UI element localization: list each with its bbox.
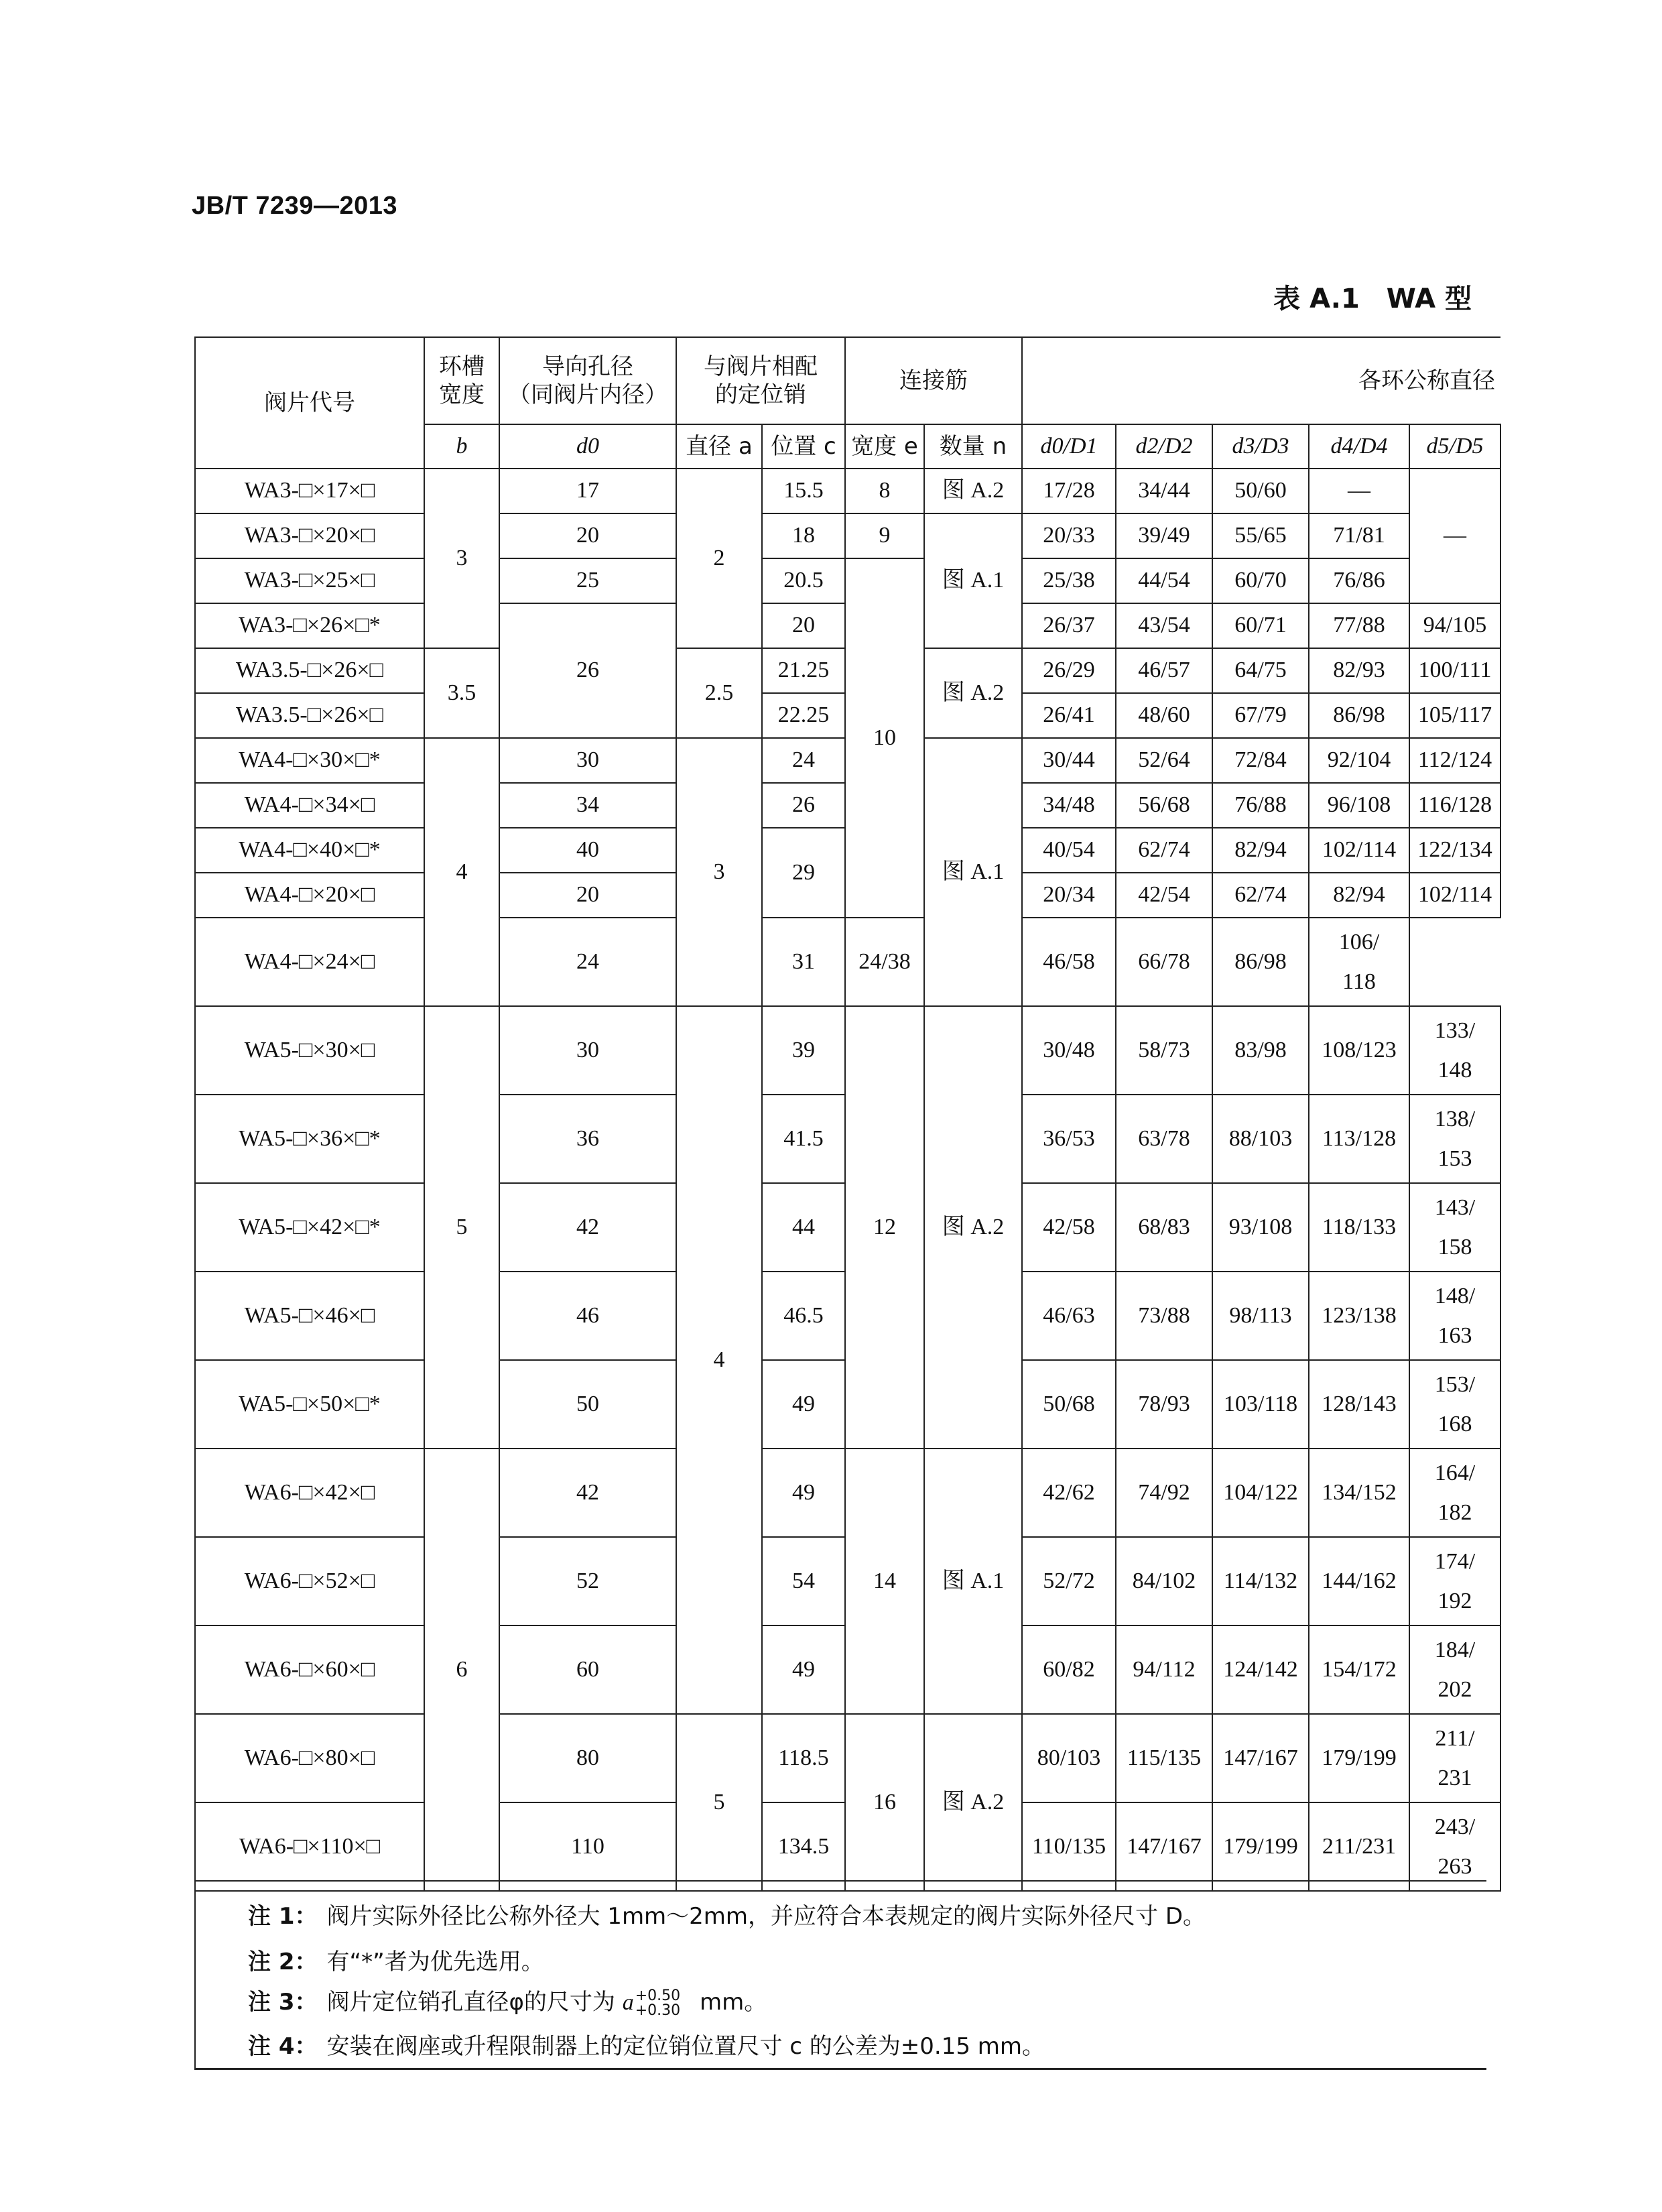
- cell-r2: 42/54: [1116, 873, 1212, 918]
- cell-d0: 26: [499, 603, 676, 738]
- cell-r5: 138/ 153: [1409, 1095, 1500, 1183]
- header-rib-width: 宽度 e: [845, 424, 924, 469]
- cell-d0: 24: [499, 918, 676, 1006]
- cell-r3: 60/70: [1212, 558, 1309, 603]
- cell-a: 4: [676, 1006, 762, 1714]
- header-r1: d0/D1: [1022, 424, 1116, 469]
- cell-e: 8: [845, 469, 924, 513]
- header-rib-count: 数量 n: [924, 424, 1022, 469]
- cell-c: 134.5: [762, 1802, 845, 1891]
- cell-n: 图 A.2: [924, 1714, 1022, 1891]
- cell-d0: 110: [499, 1802, 676, 1891]
- cell-r2: 84/102: [1116, 1537, 1212, 1625]
- valve-code: WA4-□×20×□: [195, 873, 424, 918]
- cell-c: 26: [762, 783, 845, 828]
- cell-b: 5: [424, 1006, 499, 1449]
- cell-r3: 62/74: [1212, 873, 1309, 918]
- cell-r2: 44/54: [1116, 558, 1212, 603]
- cell-r4: 113/128: [1309, 1095, 1409, 1183]
- cell-r3: 104/122: [1212, 1449, 1309, 1537]
- cell-c: 20.5: [762, 558, 845, 603]
- cell-r1: 52/72: [1022, 1537, 1116, 1625]
- header-connecting-rib: 连接筋: [845, 337, 1022, 424]
- cell-d0: 20: [499, 873, 676, 918]
- cell-r2: 115/135: [1116, 1714, 1212, 1802]
- cell-n: 图 A.2: [924, 648, 1022, 738]
- cell-r5: 164/ 182: [1409, 1449, 1500, 1537]
- cell-e: 16: [845, 1714, 924, 1891]
- cell-d0: 25: [499, 558, 676, 603]
- valve-code: WA4-□×30×□*: [195, 738, 424, 783]
- cell-c: 20: [762, 603, 845, 648]
- table-row: [195, 918, 1500, 1006]
- cell-d0: 42: [499, 1449, 676, 1537]
- cell-r1: 40/54: [1022, 828, 1116, 873]
- valve-code: WA3-□×20×□: [195, 513, 424, 558]
- cell-b: 3.5: [424, 648, 499, 738]
- valve-code: WA3-□×26×□*: [195, 603, 424, 648]
- table-row: [195, 1449, 1500, 1537]
- cell-d0: 50: [499, 1360, 676, 1449]
- cell-r4: 144/162: [1309, 1537, 1409, 1625]
- cell-r1: 42/58: [1022, 1183, 1116, 1272]
- cell-r5: —: [1409, 469, 1500, 603]
- cell-r1: 36/53: [1022, 1095, 1116, 1183]
- cell-r3: 64/75: [1212, 648, 1309, 693]
- cell-c: 21.25: [762, 648, 845, 693]
- cell-d0: 30: [499, 738, 676, 783]
- cell-r3: 50/60: [1212, 469, 1309, 513]
- header-pin-pos: 位置 c: [762, 424, 845, 469]
- header-r4: d4/D4: [1309, 424, 1409, 469]
- cell-r5: 106/ 118: [1309, 918, 1409, 1006]
- cell-n: 图 A.1: [924, 513, 1022, 648]
- cell-d0: 46: [499, 1272, 676, 1360]
- cell-d0: 30: [499, 1006, 676, 1095]
- cell-c: 44: [762, 1183, 845, 1272]
- header-groove-width: 环槽 宽度: [424, 337, 499, 424]
- cell-r3: 76/88: [1212, 783, 1309, 828]
- cell-a: 2: [676, 469, 762, 648]
- cell-r3: 103/118: [1212, 1360, 1309, 1449]
- cell-r2: 147/167: [1116, 1802, 1212, 1891]
- cell-r1: 20/33: [1022, 513, 1116, 558]
- cell-r4: —: [1309, 469, 1409, 513]
- cell-r2: 48/60: [1116, 693, 1212, 738]
- cell-c: 49: [762, 1449, 845, 1537]
- cell-r5: 94/105: [1409, 603, 1500, 648]
- note-4: 注 4： 安装在阀座或升程限制器上的定位销位置尺寸 c 的公差为±0.15 mm。: [248, 2033, 1045, 2060]
- cell-r3: 88/103: [1212, 1095, 1309, 1183]
- cell-r4: 86/98: [1309, 693, 1409, 738]
- cell-d0: 52: [499, 1537, 676, 1625]
- cell-r5: 102/114: [1409, 873, 1500, 918]
- cell-r2: 39/49: [1116, 513, 1212, 558]
- cell-r3: 82/94: [1212, 828, 1309, 873]
- cell-r5: 153/ 168: [1409, 1360, 1500, 1449]
- header-d0: d0: [499, 424, 676, 469]
- cell-r1: 34/48: [1022, 783, 1116, 828]
- header-locating-pin: 与阀片相配 的定位销: [676, 337, 845, 424]
- cell-r4: 76/86: [1309, 558, 1409, 603]
- standard-number: JB/T 7239—2013: [192, 192, 397, 220]
- valve-code: WA5-□×36×□*: [195, 1095, 424, 1183]
- valve-code: WA6-□×42×□: [195, 1449, 424, 1537]
- wa-type-table: [194, 336, 1501, 1892]
- header-guide-bore: 导向孔径 （同阀片内径）: [499, 337, 676, 424]
- cell-e: 10: [845, 558, 924, 918]
- cell-r1: 17/28: [1022, 469, 1116, 513]
- header-r2: d2/D2: [1116, 424, 1212, 469]
- valve-code: WA5-□×46×□: [195, 1272, 424, 1360]
- table-row: [195, 513, 1500, 558]
- cell-r1: 26/29: [1022, 648, 1116, 693]
- cell-r2: 56/68: [1116, 783, 1212, 828]
- cell-c: 18: [762, 513, 845, 558]
- cell-r2: 58/73: [1116, 1006, 1212, 1095]
- cell-r5: 112/124: [1409, 738, 1500, 783]
- cell-c: 49: [762, 1625, 845, 1714]
- cell-c: 31: [762, 918, 845, 1006]
- cell-r3: 124/142: [1212, 1625, 1309, 1714]
- cell-r3: 93/108: [1212, 1183, 1309, 1272]
- valve-code: WA4-□×34×□: [195, 783, 424, 828]
- cell-a: 5: [676, 1714, 762, 1891]
- cell-a: 2.5: [676, 648, 762, 738]
- header-pin-dia: 直径 a: [676, 424, 762, 469]
- table-row: [195, 1714, 1500, 1802]
- cell-d0: 34: [499, 783, 676, 828]
- cell-r3: 66/78: [1116, 918, 1212, 1006]
- cell-r4: 102/114: [1309, 828, 1409, 873]
- cell-r3: 179/199: [1212, 1802, 1309, 1891]
- cell-r4: 77/88: [1309, 603, 1409, 648]
- note-3: 注 3： 阀片定位销孔直径φ的尺寸为 a+0.50 +0.30 mm。: [248, 1987, 767, 2019]
- cell-c: 29: [762, 828, 845, 918]
- cell-d0: 40: [499, 828, 676, 873]
- cell-c: 24: [762, 738, 845, 783]
- valve-code: WA5-□×50×□*: [195, 1360, 424, 1449]
- cell-r4: 134/152: [1309, 1449, 1409, 1537]
- cell-r5: 174/ 192: [1409, 1537, 1500, 1625]
- header-b: b: [424, 424, 499, 469]
- cell-r5: 143/ 158: [1409, 1183, 1500, 1272]
- valve-code: WA5-□×30×□: [195, 1006, 424, 1095]
- cell-c: 41.5: [762, 1095, 845, 1183]
- cell-r5: 122/134: [1409, 828, 1500, 873]
- table-row: [195, 1006, 1500, 1095]
- cell-r1: 25/38: [1022, 558, 1116, 603]
- cell-r1: 24/38: [845, 918, 924, 1006]
- cell-r5: 133/ 148: [1409, 1006, 1500, 1095]
- cell-r4: 118/133: [1309, 1183, 1409, 1272]
- cell-r4: 71/81: [1309, 513, 1409, 558]
- cell-r3: 72/84: [1212, 738, 1309, 783]
- cell-r3: 147/167: [1212, 1714, 1309, 1802]
- cell-r1: 110/135: [1022, 1802, 1116, 1891]
- cell-r1: 26/41: [1022, 693, 1116, 738]
- cell-b: 4: [424, 738, 499, 1006]
- cell-r2: 73/88: [1116, 1272, 1212, 1360]
- cell-c: 54: [762, 1537, 845, 1625]
- cell-d0: 60: [499, 1625, 676, 1714]
- header-ring-diameters: 各环公称直径: [1022, 337, 1500, 424]
- cell-n: 图 A.2: [924, 1006, 1022, 1449]
- cell-r5: 243/ 263: [1409, 1802, 1500, 1891]
- cell-n: 图 A.2: [924, 469, 1022, 513]
- cell-r4: 123/138: [1309, 1272, 1409, 1360]
- cell-a: 3: [676, 738, 762, 1006]
- cell-e: 12: [845, 1006, 924, 1449]
- cell-d0: 20: [499, 513, 676, 558]
- valve-code: WA5-□×42×□*: [195, 1183, 424, 1272]
- valve-code: WA4-□×40×□*: [195, 828, 424, 873]
- note-1: 注 1： 阀片实际外径比公称外径大 1mm～2mm，并应符合本表规定的阀片实际外径尺寸 D。: [248, 1903, 1206, 1930]
- valve-code: WA6-□×80×□: [195, 1714, 424, 1802]
- cell-r4: 82/93: [1309, 648, 1409, 693]
- cell-d0: 80: [499, 1714, 676, 1802]
- cell-r1: 30/44: [1022, 738, 1116, 783]
- cell-c: 39: [762, 1006, 845, 1095]
- cell-r4: 86/98: [1212, 918, 1309, 1006]
- cell-r4: 96/108: [1309, 783, 1409, 828]
- note-2: 注 2： 有“*”者为优先选用。: [248, 1949, 544, 1975]
- cell-r5: 211/ 231: [1409, 1714, 1500, 1802]
- cell-r2: 63/78: [1116, 1095, 1212, 1183]
- cell-r2: 46/57: [1116, 648, 1212, 693]
- cell-r4: 179/199: [1309, 1714, 1409, 1802]
- cell-r3: 60/71: [1212, 603, 1309, 648]
- valve-code: WA3-□×17×□: [195, 469, 424, 513]
- valve-code: WA4-□×24×□: [195, 918, 424, 1006]
- cell-r5: 148/ 163: [1409, 1272, 1500, 1360]
- table-row: [195, 558, 1500, 603]
- cell-r4: 82/94: [1309, 873, 1409, 918]
- valve-code: WA3-□×25×□: [195, 558, 424, 603]
- table-caption: 表 A.1 WA 型: [1273, 284, 1472, 314]
- cell-c: 46.5: [762, 1272, 845, 1360]
- cell-c: 49: [762, 1360, 845, 1449]
- cell-r1: 30/48: [1022, 1006, 1116, 1095]
- cell-r3: 55/65: [1212, 513, 1309, 558]
- cell-c: 15.5: [762, 469, 845, 513]
- cell-e: 14: [845, 1449, 924, 1714]
- cell-r3: 67/79: [1212, 693, 1309, 738]
- cell-r1: 26/37: [1022, 603, 1116, 648]
- valve-code: WA6-□×60×□: [195, 1625, 424, 1714]
- valve-code: WA6-□×110×□: [195, 1802, 424, 1891]
- cell-r5: 116/128: [1409, 783, 1500, 828]
- cell-r1: 42/62: [1022, 1449, 1116, 1537]
- cell-d0: 42: [499, 1183, 676, 1272]
- cell-r3: 114/132: [1212, 1537, 1309, 1625]
- cell-r4: 108/123: [1309, 1006, 1409, 1095]
- valve-code: WA3.5-□×26×□: [195, 648, 424, 693]
- cell-r2: 34/44: [1116, 469, 1212, 513]
- cell-r2: 94/112: [1116, 1625, 1212, 1714]
- valve-code: WA6-□×52×□: [195, 1537, 424, 1625]
- cell-r4: 211/231: [1309, 1802, 1409, 1891]
- cell-r2: 52/64: [1116, 738, 1212, 783]
- cell-r4: 128/143: [1309, 1360, 1409, 1449]
- cell-r4: 92/104: [1309, 738, 1409, 783]
- valve-code: WA3.5-□×26×□: [195, 693, 424, 738]
- cell-n: 图 A.1: [924, 1449, 1022, 1714]
- cell-r5: 100/111: [1409, 648, 1500, 693]
- cell-r2: 74/92: [1116, 1449, 1212, 1537]
- cell-e: 9: [845, 513, 924, 558]
- cell-r1: 60/82: [1022, 1625, 1116, 1714]
- cell-r3: 83/98: [1212, 1006, 1309, 1095]
- cell-r2: 62/74: [1116, 828, 1212, 873]
- cell-b: 3: [424, 469, 499, 648]
- cell-d0: 17: [499, 469, 676, 513]
- cell-r2: 46/58: [1022, 918, 1116, 1006]
- cell-b: 6: [424, 1449, 499, 1891]
- table-row: [195, 469, 1500, 513]
- cell-r5: 184/ 202: [1409, 1625, 1500, 1714]
- cell-r1: 46/63: [1022, 1272, 1116, 1360]
- header-r3: d3/D3: [1212, 424, 1309, 469]
- cell-r1: 80/103: [1022, 1714, 1116, 1802]
- cell-r4: 154/172: [1309, 1625, 1409, 1714]
- cell-n: 图 A.1: [924, 738, 1022, 1006]
- table-notes: [194, 1880, 1486, 2070]
- cell-r5: 105/117: [1409, 693, 1500, 738]
- header-r5: d5/D5: [1409, 424, 1500, 469]
- cell-d0: 36: [499, 1095, 676, 1183]
- cell-r2: 43/54: [1116, 603, 1212, 648]
- cell-c: 22.25: [762, 693, 845, 738]
- cell-r3: 98/113: [1212, 1272, 1309, 1360]
- cell-c: 118.5: [762, 1714, 845, 1802]
- cell-r2: 78/93: [1116, 1360, 1212, 1449]
- cell-r2: 68/83: [1116, 1183, 1212, 1272]
- cell-r1: 20/34: [1022, 873, 1116, 918]
- cell-r1: 50/68: [1022, 1360, 1116, 1449]
- header-valve-code: 阀片代号: [195, 337, 424, 469]
